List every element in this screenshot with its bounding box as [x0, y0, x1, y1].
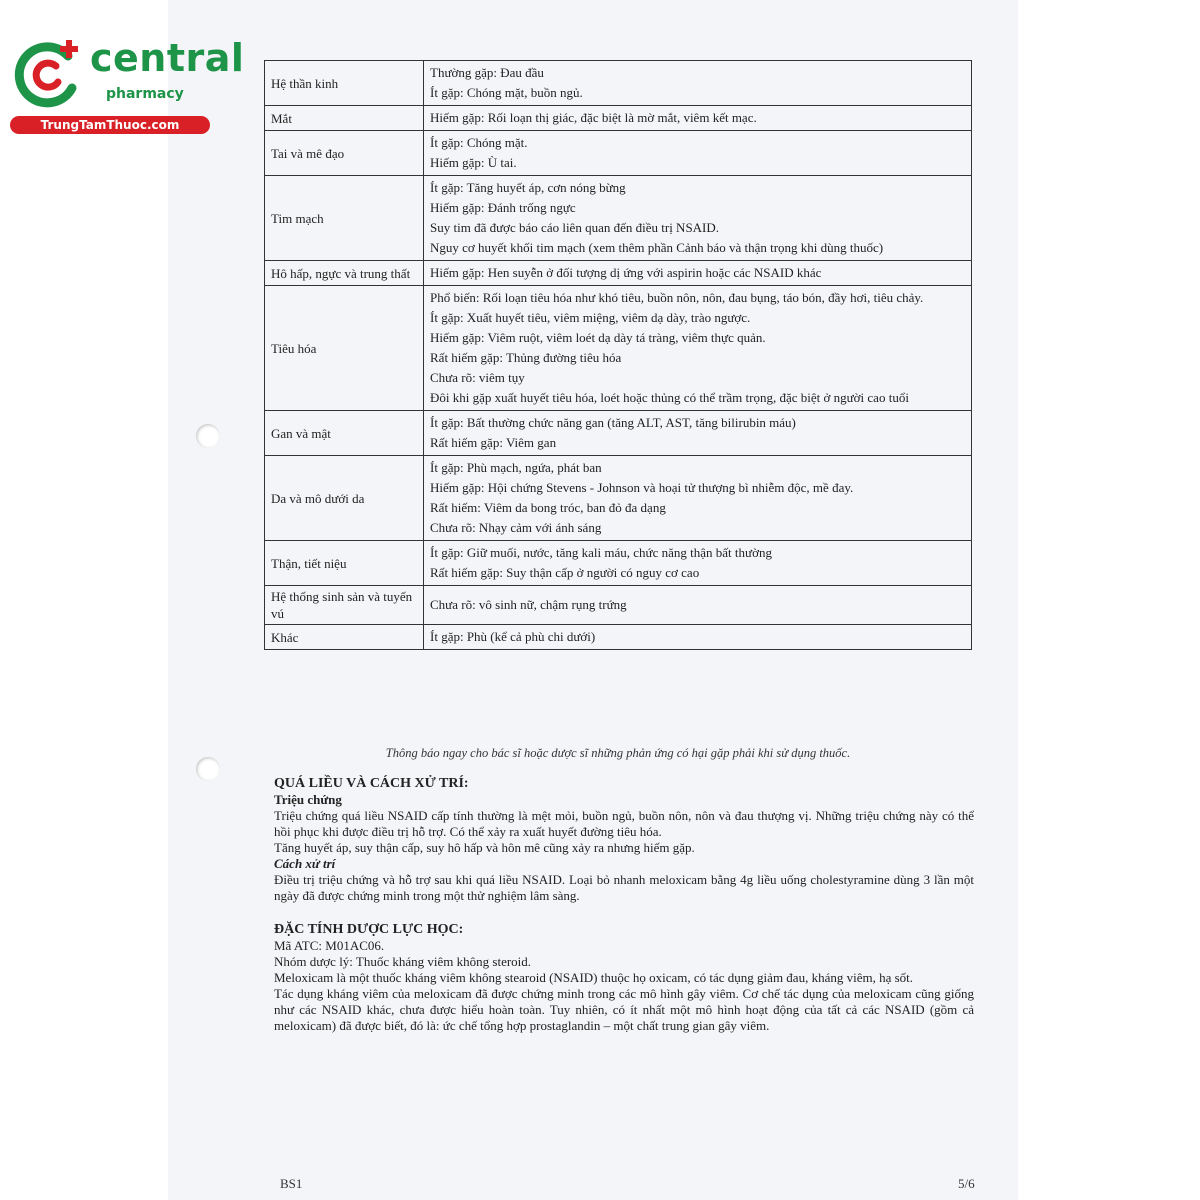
table-row	[265, 456, 972, 541]
effects-cell	[424, 411, 972, 456]
table-row	[265, 131, 972, 176]
effect-line: Ít gặp: Phù (kể cả phù chi dưới)	[430, 629, 596, 644]
symptoms-paragraph-2: Tăng huyết áp, suy thận cấp, suy hô hấp và hôn mê cũng xảy ra nhưng hiếm gặp.	[274, 840, 695, 855]
pharmacodynamics-paragraph-2: Tác dụng kháng viêm của meloxicam đã được chứng minh trong các mô hình gây viêm. Cơ chế tác dụng của meloxicam cũng giống như các NSAID khác, chưa được hiểu hoàn toàn. Tuy nhiên, có ít nhất một mô hình hoạt động của tất cả các NSAID (gồm cả meloxicam) đã được biết, đó là: ức chế tổng hợp prostaglandin – một chất trung gian gây viêm.	[274, 986, 974, 1033]
organ-system-cell: Gan và mật	[265, 411, 424, 456]
effect-line: Rất hiếm gặp: Suy thận cấp ở người có nguy cơ cao	[430, 565, 700, 580]
central-pharmacy-logo	[10, 36, 245, 136]
organ-system-cell: Hệ thống sinh sản và tuyến vú	[265, 586, 424, 625]
table-row	[265, 586, 972, 625]
organ-system-cell: Hô hấp, ngực và trung thất	[265, 261, 424, 286]
effect-line: Rất hiếm gặp: Viêm gan	[430, 435, 557, 450]
organ-system-cell: Mắt	[265, 106, 424, 131]
effect-line: Thường gặp: Đau đầu	[430, 65, 544, 80]
table-row	[265, 625, 972, 650]
organ-system-cell: Da và mô dưới da	[265, 456, 424, 541]
organ-system-cell: Tiêu hóa	[265, 286, 424, 411]
table-row	[265, 541, 972, 586]
logo-brand: central	[90, 36, 245, 80]
table-row	[265, 286, 972, 411]
organ-system-cell: Khác	[265, 625, 424, 650]
adverse-effects-table	[264, 60, 972, 650]
logo-url: TrungTamThuoc.com	[10, 116, 210, 134]
pharmacologic-group: Nhóm dược lý: Thuốc kháng viêm không steroid.	[274, 954, 532, 969]
punch-hole	[196, 424, 220, 448]
table-row	[265, 411, 972, 456]
overdose-heading: QUÁ LIỀU VÀ CÁCH XỬ TRÍ:	[274, 776, 469, 791]
logo-mark-icon	[10, 36, 88, 114]
table-caption: Thông báo ngay cho bác sĩ hoặc dược sĩ những phản ứng có hại gặp phải khi sử dụng thuốc.	[385, 746, 851, 760]
effect-line: Rất hiếm: Viêm da bong tróc, ban đỏ đa dạng	[430, 500, 666, 515]
symptoms-heading: Triệu chứng	[274, 792, 342, 807]
page-number: 5/6	[958, 1176, 975, 1191]
symptoms-paragraph: Triệu chứng quá liều NSAID cấp tính thường là mệt mỏi, buồn ngủ, buồn nôn, nôn và đau thượng vị. Những triệu chứng này có thể hồi phục khi được điều trị hỗ trợ. Có thể xảy ra xuất huyết đường tiêu hóa.	[274, 808, 974, 839]
effect-line: Ít gặp: Bất thường chức năng gan (tăng ALT, AST, tăng bilirubin máu)	[430, 415, 796, 430]
organ-system-cell: Thận, tiết niệu	[265, 541, 424, 586]
overdose-section	[274, 776, 974, 904]
atc-code: Mã ATC: M01AC06.	[274, 938, 385, 953]
effects-cell	[424, 61, 972, 106]
effects-cell	[424, 176, 972, 261]
effect-line: Rất hiếm gặp: Thủng đường tiêu hóa	[430, 350, 622, 365]
pharmacodynamics-section	[274, 922, 974, 1034]
logo-subtitle: pharmacy	[106, 86, 184, 102]
effect-line: Ít gặp: Phù mạch, ngứa, phát ban	[430, 460, 602, 475]
table-row	[265, 261, 972, 286]
table-row	[265, 61, 972, 106]
effect-line: Ít gặp: Chóng mặt.	[430, 135, 528, 150]
effect-line: Ít gặp: Giữ muối, nước, tăng kali máu, chức năng thận bất thường	[430, 545, 772, 560]
effect-line: Ít gặp: Xuất huyết tiêu, viêm miệng, viêm dạ dày, trào ngược.	[430, 310, 751, 325]
organ-system-cell: Hệ thần kinh	[265, 61, 424, 106]
effects-cell	[424, 586, 972, 625]
effects-cell	[424, 625, 972, 650]
footer-code: BS1	[280, 1176, 303, 1191]
table-row	[265, 176, 972, 261]
effect-line: Hiếm gặp: Ù tai.	[430, 155, 517, 170]
treatment-heading: Cách xử trí	[274, 856, 336, 871]
effect-line: Chưa rõ: viêm tụy	[430, 370, 525, 385]
effect-line: Hiếm gặp: Rối loạn thị giác, đặc biệt là mờ mắt, viêm kết mạc.	[430, 110, 757, 125]
effect-line: Chưa rõ: Nhạy cảm với ánh sáng	[430, 520, 602, 535]
effects-cell	[424, 131, 972, 176]
treatment-paragraph: Điều trị triệu chứng và hỗ trợ sau khi quá liều NSAID. Loại bỏ nhanh meloxicam bằng 4g liều uống cholestyramine dùng 3 lần một ngày đã được chứng minh trong một thử nghiệm lâm sàng.	[274, 872, 974, 903]
pharmacodynamics-heading: ĐẶC TÍNH DƯỢC LỰC HỌC:	[274, 922, 464, 937]
effect-line: Hiếm gặp: Hen suyễn ở đối tượng dị ứng với aspirin hoặc các NSAID khác	[430, 265, 822, 280]
effect-line: Ít gặp: Chóng mặt, buồn ngủ.	[430, 85, 583, 100]
effects-cell	[424, 106, 972, 131]
effects-cell	[424, 286, 972, 411]
organ-system-cell: Tim mạch	[265, 176, 424, 261]
effect-line: Hiếm gặp: Hội chứng Stevens - Johnson và hoại tử thượng bì nhiễm độc, mề đay.	[430, 480, 854, 495]
effect-line: Đôi khi gặp xuất huyết tiêu hóa, loét hoặc thủng có thể trầm trọng, đặc biệt ở người cao tuổi	[430, 390, 909, 405]
effect-line: Hiếm gặp: Viêm ruột, viêm loét dạ dày tá tràng, viêm thực quản.	[430, 330, 766, 345]
effect-line: Suy tim đã được báo cáo liên quan đến điều trị NSAID.	[430, 220, 720, 235]
effects-cell	[424, 456, 972, 541]
effect-line: Chưa rõ: vô sinh nữ, chậm rụng trứng	[430, 597, 627, 612]
organ-system-cell: Tai và mê đạo	[265, 131, 424, 176]
effect-line: Hiếm gặp: Đánh trống ngực	[430, 200, 576, 215]
effect-line: Phổ biến: Rối loạn tiêu hóa như khó tiêu, buồn nôn, nôn, đau bụng, táo bón, đầy hơi, tiêu chảy.	[430, 290, 924, 305]
effect-line: Nguy cơ huyết khối tim mạch (xem thêm phần Cảnh báo và thận trọng khi dùng thuốc)	[430, 240, 884, 255]
punch-hole	[196, 757, 220, 781]
effects-cell	[424, 541, 972, 586]
effects-cell	[424, 261, 972, 286]
table-row	[265, 106, 972, 131]
effect-line: Ít gặp: Tăng huyết áp, cơn nóng bừng	[430, 180, 626, 195]
pharmacodynamics-paragraph-1: Meloxicam là một thuốc kháng viêm không stearoid (NSAID) thuộc họ oxicam, có tác dụng giảm đau, kháng viêm, hạ sốt.	[274, 970, 914, 985]
